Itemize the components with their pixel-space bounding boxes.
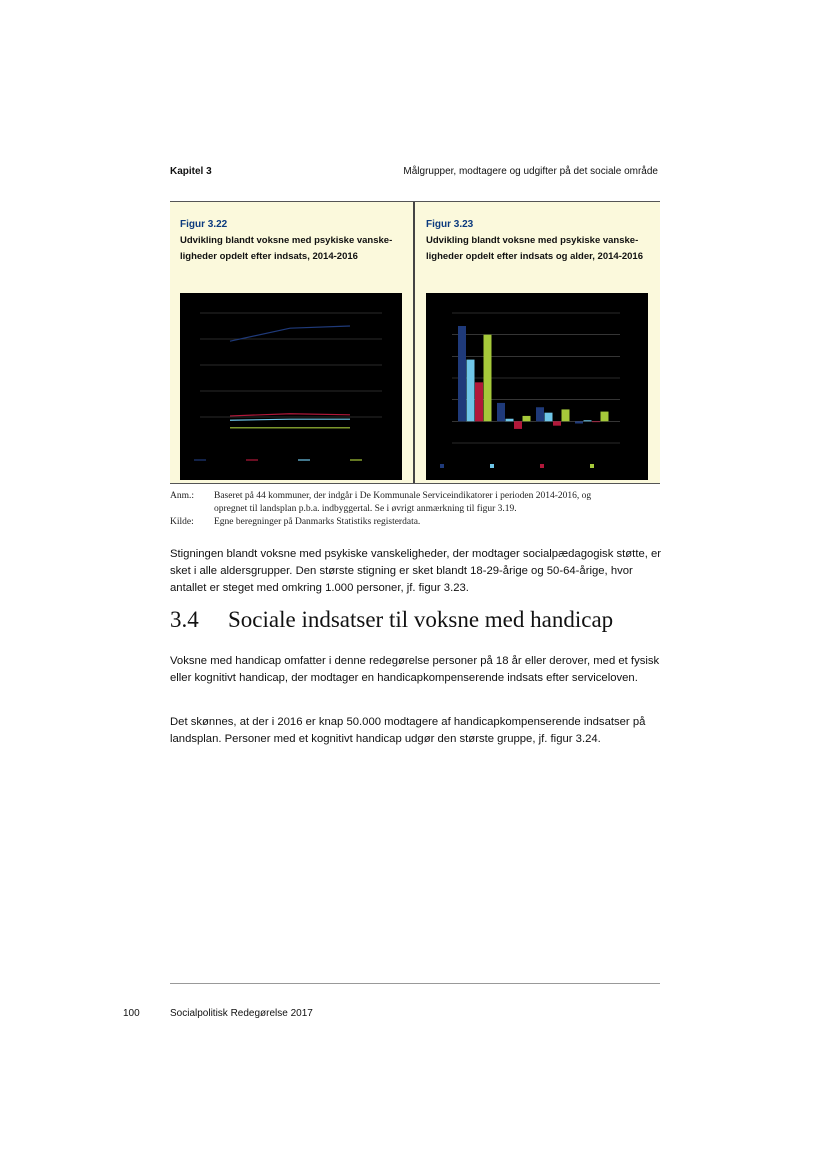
figure-3-22-number: Figur 3.22 bbox=[180, 219, 228, 230]
figure-3-23-bar-chart bbox=[426, 293, 648, 480]
figure-bottom-rule bbox=[170, 483, 660, 484]
bar-c3-s3 bbox=[553, 421, 561, 425]
bar-c1-s2 bbox=[467, 360, 475, 422]
bar-c3-s4 bbox=[562, 409, 570, 421]
figure-3-22-title: Udvikling blandt voksne med psykiske vanske-ligheder opdelt efter indsats, 2014-2016 bbox=[180, 235, 393, 262]
legend-swatch-2 bbox=[490, 464, 494, 468]
anm-text-cont: opregnet til landsplan p.b.a. indbyggertal. Se i øvrigt anmærkning til figur 3.19. bbox=[214, 504, 517, 514]
figure-3-23-title: Udvikling blandt voksne med psykiske vanske-ligheder opdelt efter indsats og alder, 2014-2016 bbox=[426, 235, 643, 262]
anm-text: Baseret på 44 kommuner, der indgår i De Kommunale Serviceindikatorer i perioden 2014-2016, og bbox=[214, 491, 592, 501]
bar-c2-s3 bbox=[514, 421, 522, 429]
publication-title: Socialpolitisk Redegørelse 2017 bbox=[170, 1008, 313, 1019]
line-series-2 bbox=[230, 414, 350, 416]
bar-c3-s1 bbox=[536, 407, 544, 421]
bar-c2-s4 bbox=[523, 416, 531, 421]
bar-c1-s3 bbox=[475, 382, 483, 421]
section-title: Sociale indsatser til voksne med handicap bbox=[228, 607, 614, 632]
bar-c1-s1 bbox=[458, 326, 466, 421]
bar-c4-s1 bbox=[575, 421, 583, 423]
paragraph-definition: Voksne med handicap omfatter i denne redegørelse personer på 18 år eller derover, med et fysisk eller kognitivt handicap, der modtager en handicapkompenserende indsats efter serviceloven. bbox=[170, 655, 660, 684]
chapter-label: Kapitel 3 bbox=[170, 166, 212, 177]
bar-c1-s4 bbox=[484, 335, 492, 422]
paragraph-estimate: Det skønnes, at der i 2016 er knap 50.000 modtagere af handicapkompenserende indsatser på landsplan. Personer med et kognitivt handicap udgør den største gruppe, jf. figur 3.24. bbox=[170, 716, 646, 745]
anm-label: Anm.: bbox=[170, 491, 195, 501]
page-number: 100 bbox=[123, 1008, 140, 1019]
running-title: Målgrupper, modtagere og udgifter på det sociale område bbox=[403, 166, 658, 177]
kilde-label: Kilde: bbox=[170, 517, 194, 527]
bar-c4-s2 bbox=[584, 420, 592, 421]
footer-rule bbox=[170, 983, 660, 984]
legend-swatch-3 bbox=[540, 464, 544, 468]
paragraph-stigning: Stigningen blandt voksne med psykiske vanskeligheder, der modtager socialpædagogisk støtte, er sket i alle aldersgrupper. Den største stigning er sket blandt 18-29-årige og 50-64-årige, hvor antallet er steget med omkring 1.000 personer, jf. figur 3.23. bbox=[170, 548, 662, 594]
bar-c4-s3 bbox=[592, 421, 600, 422]
legend-swatch-1 bbox=[440, 464, 444, 468]
figure-notes bbox=[170, 490, 665, 529]
kilde-text: Egne beregninger på Danmarks Statistiks registerdata. bbox=[214, 517, 421, 527]
section-heading bbox=[170, 607, 613, 633]
bar-c2-s1 bbox=[497, 403, 505, 421]
section-number: 3.4 bbox=[170, 607, 199, 632]
line-series-3 bbox=[230, 419, 350, 420]
figure-divider bbox=[413, 202, 415, 484]
figure-3-22-line-chart bbox=[180, 293, 402, 480]
bar-c3-s2 bbox=[545, 413, 553, 422]
bar-c4-s4 bbox=[601, 412, 609, 422]
bar-c2-s2 bbox=[506, 419, 514, 422]
legend-swatch-4 bbox=[590, 464, 594, 468]
figure-3-23-number: Figur 3.23 bbox=[426, 219, 474, 230]
